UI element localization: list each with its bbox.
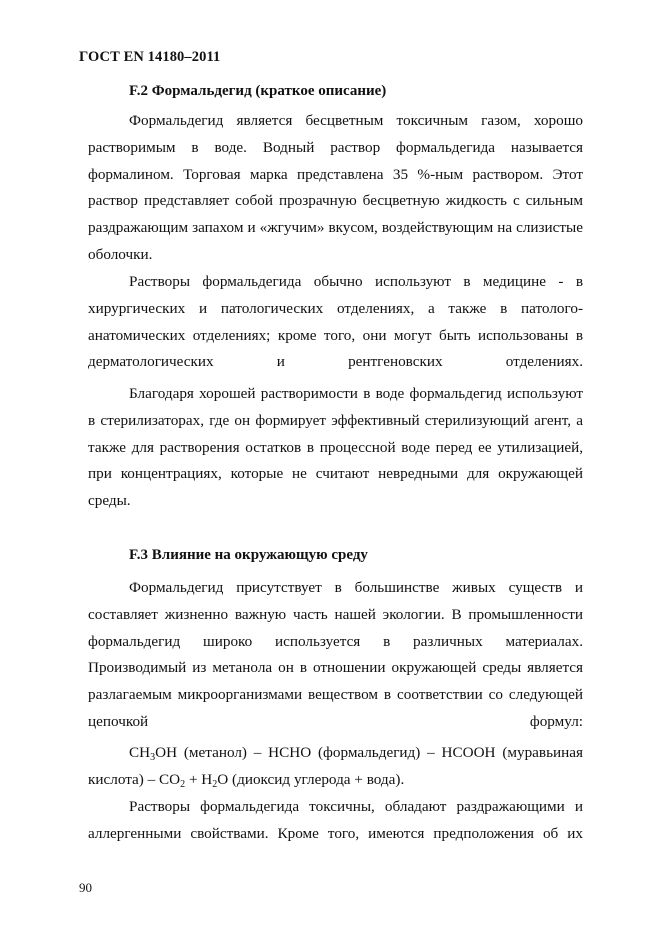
formula-plus-h: + H (185, 770, 213, 788)
formula-subscript-2b: 2 (212, 778, 218, 790)
page-number: 90 (79, 880, 92, 895)
section-f3-paragraph-3: Растворы формальдегида токсичны, обладают раздражающими и аллергенными свойствами. Кроме того, имеются предположения об их (88, 798, 583, 842)
formula-subscript-3: 3 (150, 752, 156, 763)
formula-tail: O (диоксид углерода + вода). (217, 770, 405, 788)
section-f3-heading: F.3 Влияние на окружающую среду (129, 547, 368, 563)
section-f3-paragraph-1: Формальдегид присутствует в большинстве живых существ и составляет жизненно важную часть нашей экологии. В промышленности формальдегид широко используется в различных материалах. Производимый из метанола он в отношении окружающей среды является разлагаемым микроорганизмами веществом в соответствии со следующей цепочкой формул: (88, 579, 583, 730)
document-header: ГОСТ EN 14180–2011 (79, 49, 221, 65)
section-f2-heading: F.2 Формальдегид (краткое описание) (129, 83, 387, 99)
formula-methanol: CH (129, 744, 151, 761)
formula-chain: OH (метанол) – HCHO (формальдегид) – HCOOH (муравьиная кислота) – CO (88, 744, 583, 788)
section-f2-paragraph-1: Формальдегид является бесцветным токсичным газом, хорошо растворимым в воде. Водный раствор формальдегида называется формалином. Торговая марка представлена 35 %-ным раствором. Этот раствор представляет собой прозрачную бесцветную жидкость с сильным раздражающим запахом и «жгучим» вкусом, воздействующим на слизистые оболочки. (88, 112, 583, 263)
formula-subscript-2: 2 (180, 778, 186, 790)
section-f3-formula (88, 740, 583, 794)
section-f2-paragraph-2: Растворы формальдегида обычно используют в медицине - в хирургических и патологических отделениях, а также в патолого-анатомических отделениях; кроме того, они могут быть использованы в дерматологических и рентгеновских отделениях. (88, 273, 583, 371)
section-f2-paragraph-3: Благодаря хорошей растворимости в воде формальдегид используют в стерилизаторах, где он формирует эффективный стерилизующий агент, а также для растворения остатков в процессной воде перед ее утилизацией, при концентрациях, которые не считают невредными для окружающей среды. (88, 385, 583, 510)
